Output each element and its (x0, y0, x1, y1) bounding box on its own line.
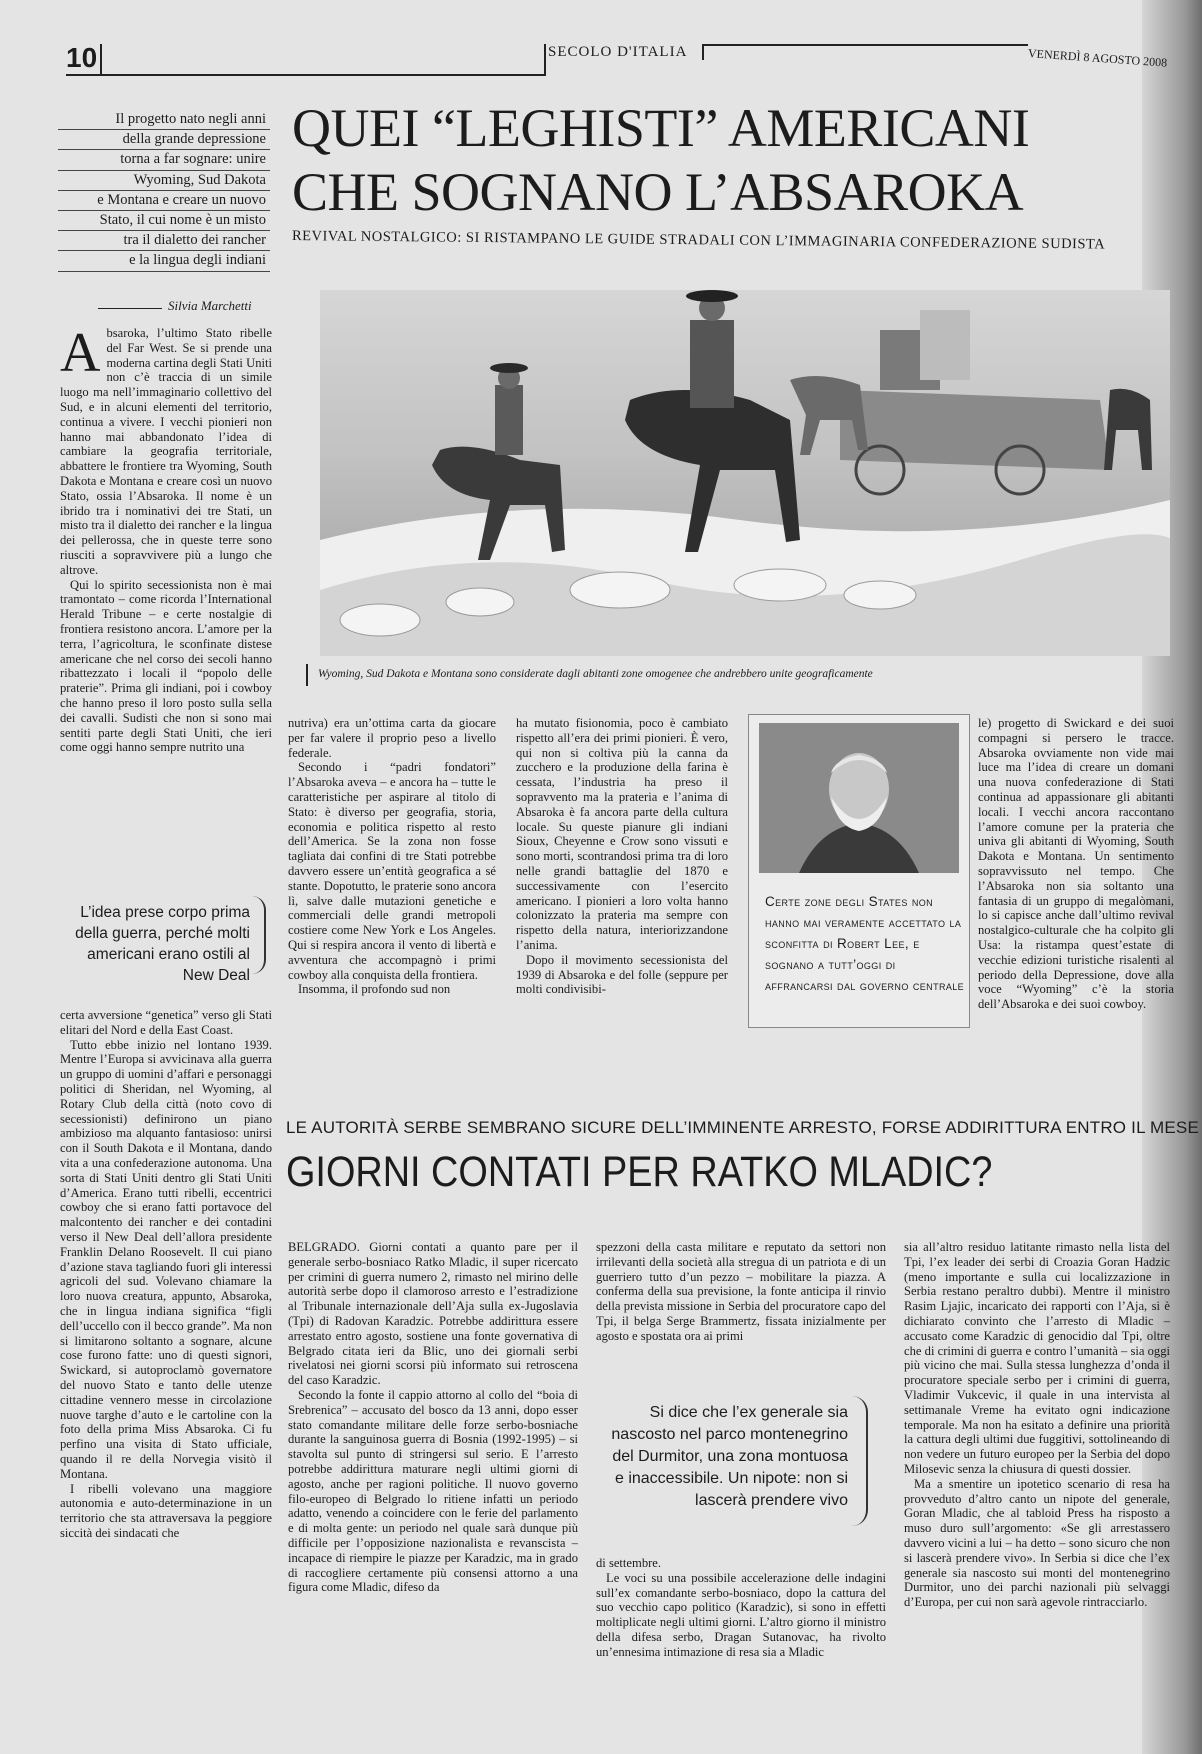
article-subheadline: REVIVAL NOSTALGICO: SI RISTAMPANO LE GUIDE STRADALI CON L’IMMAGINARIA CONFEDERAZIONE SUDISTA (291, 228, 1106, 253)
paragraph: Insomma, il profondo sud non (298, 982, 451, 997)
headline-line: QUEI “LEGHISTI” AMERICANI (292, 98, 1030, 158)
page-number: 10 (66, 42, 98, 73)
kicker-line: torna a far sognare: unire (58, 150, 270, 170)
article-column-1 (60, 326, 272, 882)
article2-column-2 (596, 1240, 886, 1376)
article-column-4 (978, 716, 1174, 1056)
paragraph: Ma a smentire un ipotetico scenario di resa ha provveduto d’altro canto un nipote del generale, Goran Mladic, che al tabloid Press ha risposto a muso duro sull’argomento: «Se gli arrestassero davvero vicini a lui – ha detto – sono sicuro che non si lascerà prendere vivo». In Serbia si dice che l’ex generale sia nascosto sui monti del montenegrino Durmitor, uno dei parchi nazionali più selvaggi d’Europa, per cui non sarà agevole rintracciarlo. (904, 1476, 1170, 1610)
paragraph: Giorni contati a quanto pare per il generale serbo-bosniaco Ratko Mladic, il super ricercato per crimini di guerra numero 2, rimasto nel mirino delle autorità serbe dopo il clamoroso arresto e l’estradizione al Tribunale internazionale dell’Aja sulla ex-Jugoslavia (Tpi) di Radovan Karadzic. Potrebbe addirittura essere arrestato entro agosto, sostiene una fonte governativa di Belgrado citata ieri da Blic, uno dei giornali serbi rivelatosi nei giorni scorsi più informato sui retroscena del caso Karadzic. (288, 1240, 578, 1388)
pull-quote-bracket (852, 1396, 868, 1526)
paragraph: nutriva) era un’ottima carta da giocare per far valere il proprio peso a livello federale. (288, 716, 496, 760)
paragraph: I ribelli volevano una maggiore autonomia e auto-determinazione in un territorio che sta attraversava la peggiore siccità dei sindacati che (60, 1481, 272, 1540)
kicker-line: tra il dialetto dei rancher (58, 231, 270, 251)
cowboys-photo (320, 290, 1170, 656)
article-headline (292, 96, 1112, 224)
paragraph: Qui lo spirito secessionista non è mai tramontato – come ricorda l’International Herald Tribune – e certe nostalgie di frontiera resistono ancora. L’amore per la terra, l’agricoltura, le sconfinate distese americane che nel corso dei secoli hanno ribattezzato i locali il “popolo delle praterie”. Prima gli indiani, poi i cowboy che hanno preso il loro posto sulla sella dei cavalli. Sudisti che non si sono mai sentiti parte degli Stati Uniti, che ieri come oggi hanno sempre nutrito una (60, 577, 272, 755)
paragraph: Le voci su una possibile accelerazione delle indagini sull’ex comandante serbo-bosniaco, dopo la cattura del suo vecchio capo politico (Karadzic), si sono in effetti moltiplicate negli ultimi giorni. L’altro giorno il ministro della difesa serbo, Dragan Sutanovac, ha rivolto un’ennesima intimazione di resa sia a Mladic (596, 1570, 886, 1659)
paragraph: Tutto ebbe inizio nel lontano 1939. Mentre l’Europa si avvicinava alla guerra un gruppo di uomini d’affari e personaggi politici di Sheridan, nel Wyoming, al Rotary Club della città (noto covo di secessionisti) definirono un piano ambizioso ma alquanto fantasioso: unirsi con il South Dakota e il Montana, dando vita a una confederazione autonoma. Una sorta di Stati Uniti dentro gli Stati Uniti d’America. Erano tutti ribelli, eccentrici cowboy che si erano fatti portavoce del malcontento dei rancher e dei contadini verso il New Deal dell’allora presidente Franklin Delano Roosevelt. Il cui piano d’azione stava tagliando fuori gli interessi agricoli del sud. Volevano chiamare la loro nuova creatura, appunto, Absaroka, che in lingua indiana significa “figli dell’uccello con il becco grande”. Ma non si limitarono soltanto a sognare, alcune cose furono fatte: uno di questi signori, Swickard, si autoproclamò governatore del nuovo Stato e tanto delle utenze cittadine vennero messe in circolazione nuove targhe d’auto e le cartoline con la foto della prima Miss Absaroka. Ci fu perfino una visita di Stato ufficiale, quando il re della Norvegia visitò il Montana. (60, 1037, 272, 1481)
article-column-3 (516, 716, 728, 1042)
kicker-line: della grande depressione (58, 130, 270, 150)
masthead-divider-right (702, 44, 704, 60)
article2-pull-quote: Si dice che l’ex generale sia nascosto nel parco montenegrino del Durmitor, una zona montuosa e inaccessibile. Un nipote: non si lascerà prendere vivo (611, 1404, 848, 1509)
paragraph: certa avversione “genetica” verso gli Stati elitari del Nord e della East Coast. (60, 1008, 272, 1037)
kicker-line: Wyoming, Sud Dakota (58, 171, 270, 191)
article-author: Silvia Marchetti (168, 298, 252, 313)
issue-date: VENERDÌ 8 AGOSTO 2008 (1027, 46, 1168, 70)
paragraph: di settembre. (596, 1556, 662, 1570)
newspaper-name: SECOLO D'ITALIA (548, 44, 688, 60)
paragraph: bsaroka, l’ultimo Stato ribelle del Far West. Se si prende una moderna cartina degli Stati Uniti non c’è traccia di un simile luogo ma nell’immaginario collettivo del Sud, e in alcuni elementi del territorio, continua a vivere. I vecchi pionieri non hanno mai abbandonato l’idea di cambiare la geografia territoriale, abbattere le frontiere tra Wyoming, South Dakota e Montana e creare così un nuovo Stato, ossia l’Absaroka. Il nome è un ibrido tra i nominativi dei tre Stati, un misto tra il dialetto dei rancher e la lingua dei pellerossa, che in queste terre sono riusciti a sopravvivere più a lungo che altrove. (60, 326, 272, 577)
paragraph: le) progetto di Swickard e dei suoi compagni si persero le tracce. Absaroka ovviamente non vide mai luce ma l’idea di creare un domani una nuova confederazione di Stati continua ad appassionare gli abitanti locali. I vecchi ancora raccontano l’amore comune per la prateria che univa gli abitanti di Wyoming, South Dakota e Montana. Un sentimento sopravvissuto nel tempo. Che l’Absaroka non sia soltanto una fantasia di un gruppo di megalòmani, lo si capisce anche dall’ultimo revival nostalgico-culturale che ha colpito gli Usa: la ristampa quest’estate di vecchie edizioni turistiche risalenti al periodo della Depressione, dove alla voce “Wyoming” c’è la storia dell’Absaroka e dei suoi cowboy. (978, 716, 1174, 1012)
paragraph: sia all’altro residuo latitante rimasto nella lista del Tpi, l’ex leader dei serbi di Croazia Goran Hadzic (meno importante e sulla cui localizzazione in Serbia restano peraltro dubbi). Mentre il ministro Rasim Ljajic, incaricato dei rapporti con l’Aja, si è dichiarato convinto che l’arresto di Mladic – accusato come Karadzic di genocidio dal Tpi, oltre che di crimini di guerra e contro l’umanità – sia oggi più vicino che mai. Sulla stessa lunghezza d’onda il procuratore speciale serbo per i crimini di guerra, Vladimir Vukcevic, il quale in una intervista al settimanale Vreme ha evitato ogni indicazione temporale. Ma non ha esitato a definire una priorità la cattura degli ultimi due fuggitivi, sottolineando di non vedere un futuro europeo per la Serbia del dopo Milosevic senza la chiusura di questi dossier. (904, 1240, 1170, 1476)
drop-cap: A (60, 326, 101, 384)
article2-column-3 (904, 1240, 1170, 1686)
headline-line: CHE SOGNANO L’ABSAROKA (292, 162, 1024, 222)
kicker-line: Stato, il cui nome è un misto (58, 211, 270, 231)
dateline: BELGRADO. (288, 1240, 360, 1254)
sidebar-text: Certe zone degli States non hanno mai veramente accettato la sconfitta di Robert Lee, e sognano a tutt’oggi di affrancarsi dal governo centrale (765, 894, 965, 993)
page-number-divider (100, 44, 102, 76)
paragraph: Secondo i “padri fondatori” l’Absaroka aveva – e ancora ha – tutte le caratteristiche per aspirare al titolo di Stato: è diverso per geografia, storia, economia e politica rispetto al resto dell’America. Se la zona non fosse tagliata dai confini di tre Stati potrebbe davvero essere un’entità geografica a sé stante. Dopotutto, le praterie sono ancora lì, salve dalle mutazioni genetiche e commerciali delle grandi metropoli costiere come New York e Los Angeles. Qui si respira ancora il vento di libertà e avventura che accompagnò i primi cowboy alla conquista della frontiera. (288, 760, 496, 982)
masthead-rule-left (66, 74, 544, 76)
article2-headline: GIORNI CONTATI PER RATKO MLADIC? (286, 1148, 993, 1196)
article2-column-2-continued (596, 1556, 886, 1672)
pull-quote: L’idea prese corpo prima della guerra, perché molti americani erano ostili al New Deal (75, 904, 250, 984)
article-column-1-continued (60, 1008, 272, 1672)
robert-lee-portrait (759, 723, 959, 873)
masthead-rule-right (702, 44, 1028, 46)
article-kicker-box (58, 110, 270, 272)
masthead-divider (544, 44, 546, 76)
kicker-line: e Montana e creare un nuovo (58, 191, 270, 211)
article2-kicker: LE AUTORITÀ SERBE SEMBRANO SICURE DELL’IMMINENTE ARRESTO, FORSE ADDIRITTURA ENTRO IL MESE (286, 1118, 1199, 1137)
portrait-illustration (759, 723, 959, 873)
article2-column-1 (288, 1240, 578, 1672)
kicker-line: e la lingua degli indiani (58, 251, 270, 271)
cowboys-illustration (320, 290, 1170, 656)
photo-caption: Wyoming, Sud Dakota e Montana sono considerate dagli abitanti zone omogenee che andrebbero unite geograficamente (318, 668, 873, 680)
paragraph: Secondo la fonte il cappio attorno al collo del “boia di Srebrenica” – accusato del bosco da 13 anni, dopo esser stato comandante militare delle forze serbo-bosniache durante la sanguinosa guerra di Bosnia (1992-1995) – si stavolta sul punto di stringersi sul serio. E l’arresto potrebbe addirittura maturare negli ultimi giorni di agosto, anche per ragioni politiche. Il nuovo governo filo-europeo di Belgrado lo ritiene infatti un periodo adatto, venendo a coincidere con le ferie del parlamento e di molta gente: un periodo nel quale sarà dunque più difficile per l’opposizione nazionalista e revanscista – incapace di riempire le piazze per Karadzic, ma in grado di raccogliere certamente più consensi attorno a una figura come Mladic, difeso da (288, 1387, 578, 1595)
caption-bar (306, 664, 308, 686)
article-column-2 (288, 716, 496, 1042)
paragraph: spezzoni della casta militare e reputato da settori non irrilevanti della società alla stregua di un patriota e di un guerriero tutto d’un pezzo – mobilitare la piazza. A conferma della sua previsione, la fonte anticipa il rinvio della prevista missione in Serbia del procuratore capo del Tpi, il belga Serge Brammertz, fissata inizialmente per agosto e spostata ora ai primi (596, 1240, 886, 1343)
author-rule (98, 308, 162, 309)
pull-quote-bracket (250, 896, 266, 974)
paragraph: ha mutato fisionomia, poco è cambiato rispetto all’era dei primi pionieri. È vero, qui non si coltiva più la canna da zucchero e la produzione della farina è cessata, l’industria ha preso il sopravvento ma la prateria e l’anima di Absaroka è fa ancora parte della cultura locale. Su queste pianure gli indiani Sioux, Cheyenne e Crow sono vissuti e sono morti, scontrandosi prima tra di loro nelle grandi battaglie del 1870 e successivamente con l’esercito americano. I pionieri a loro volta hanno colonizzato la prateria ma sempre con rispetto della natura, interiorizzandone l’anima. (516, 716, 728, 952)
kicker-line: Il progetto nato negli anni (58, 110, 270, 130)
sidebar-box (748, 714, 970, 1028)
paragraph: Dopo il movimento secessionista del 1939 di Absaroka e del folle (seppure per molti condivisibi- (516, 952, 728, 997)
